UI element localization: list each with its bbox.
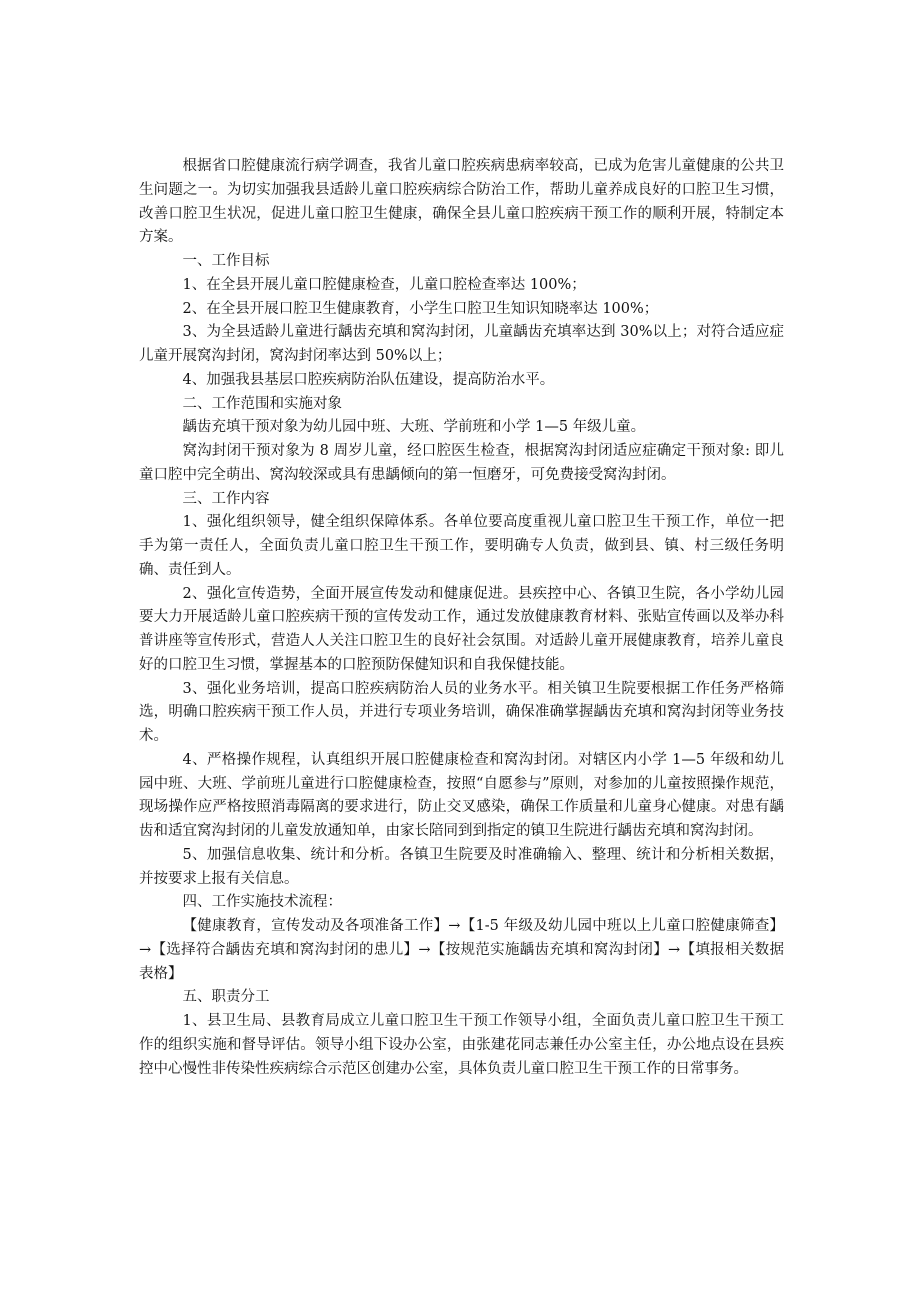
- goal-item: 4、加强我县基层口腔疾病防治队伍建设，提高防治水平。: [182, 371, 555, 388]
- document-body: [139, 155, 784, 1081]
- duty-item: 1、县卫生局、县教育局成立儿童口腔卫生干预工作领导小组，全面负责儿童口腔卫生干预工作的组织实施和督导评估。领导小组下设办公室，由张建花同志兼任办公室主任，办公地点设在县疾控中心慢性非传染性疾病综合示范区创建办公室，具体负责儿童口腔卫生干预工作的日常事务。: [139, 1013, 784, 1077]
- scope-paragraph: 龋齿充填干预对象为幼儿园中班、大班、学前班和小学 1—5 年级儿童。: [182, 419, 646, 436]
- content-item: 3、强化业务培训，提高口腔疾病防治人员的业务水平。相关镇卫生院要根据工作任务严格筛选，明确口腔疾病干预工作人员，并进行专项业务培训，确保准确掌握龋齿充填和窝沟封闭等业务技术。: [139, 680, 784, 744]
- process-flow: 【健康教育，宣传发动及各项准备工作】→【1-5 年级及幼儿园中班以上儿童口腔健康筛查】→【选择符合龋齿充填和窝沟封闭的患儿】→【按规范实施龋齿充填和窝沟封闭】→【填报相关数据表格】: [139, 918, 784, 982]
- scope-paragraph: 窝沟封闭干预对象为 8 周岁儿童，经口腔医生检查，根据窝沟封闭适应症确定干预对象: 即儿童口腔中完全萌出、窝沟较深或具有患龋倾向的第一恒磨牙，可免费接受窝沟封闭。: [139, 443, 784, 483]
- section-heading-scope: 二、工作范围和实施对象: [182, 395, 342, 412]
- section-heading-content: 三、工作内容: [182, 490, 270, 507]
- content-item: 4、严格操作规程，认真组织开展口腔健康检查和窝沟封闭。对辖区内小学 1—5 年级和幼儿园中班、大班、学前班儿童进行口腔健康检查，按照“自愿参与”原则，对参加的儿童按照操作规范，现场操作应严格按照消毒隔离的要求进行，防止交叉感染，确保工作质量和儿童身心健康。对患有龋齿和适宜窝沟封闭的儿童发放通知单，由家长陪同到到指定的镇卫生院进行龋齿充填和窝沟封闭。: [139, 751, 784, 839]
- goal-item: 3、为全县适龄儿童进行龋齿充填和窝沟封闭，儿童龋齿充填率达到 30%以上；对符合适应症儿童开展窝沟封闭，窝沟封闭率达到 50%以上；: [139, 324, 784, 364]
- section-heading-process: 四、工作实施技术流程：: [182, 894, 342, 911]
- goal-item: 2、在全县开展口腔卫生健康教育，小学生口腔卫生知识知晓率达 100%；: [182, 300, 659, 317]
- content-item: 1、强化组织领导，健全组织保障体系。各单位要高度重视儿童口腔卫生干预工作，单位一把手为第一责任人，全面负责儿童口腔卫生干预工作，要明确专人负责，做到县、镇、村三级任务明确、责任到人。: [139, 514, 784, 578]
- intro-paragraph: 根据省口腔健康流行病学调查，我省儿童口腔疾病患病率较高，已成为危害儿童健康的公共卫生问题之一。为切实加强我县适龄儿童口腔疾病综合防治工作，帮助儿童养成良好的口腔卫生习惯，改善口腔卫生状况，促进儿童口腔卫生健康，确保全县儿童口腔疾病干预工作的顺利开展，特制定本方案。: [139, 158, 784, 246]
- section-heading-goals: 一、工作目标: [182, 253, 270, 269]
- content-item: 5、加强信息收集、统计和分析。各镇卫生院要及时准确输入、整理、统计和分析相关数据，并按要求上报有关信息。: [139, 846, 784, 887]
- section-heading-duties: 五、职责分工: [182, 989, 270, 1006]
- content-item: 2、强化宣传造势，全面开展宣传发动和健康促进。县疾控中心、各镇卫生院，各小学幼儿园要大力开展适龄儿童口腔疾病干预的宣传发动工作，通过发放健康教育材料、张贴宣传画以及举办科普讲座等宣传形式，营造人人关注口腔卫生的良好社会氛围。对适龄儿童开展健康教育，培养儿童良好的口腔卫生习惯，掌握基本的口腔预防保健知识和自我保健技能。: [139, 585, 784, 673]
- goal-item: 1、在全县开展儿童口腔健康检查，儿童口腔检查率达 100%；: [182, 276, 586, 293]
